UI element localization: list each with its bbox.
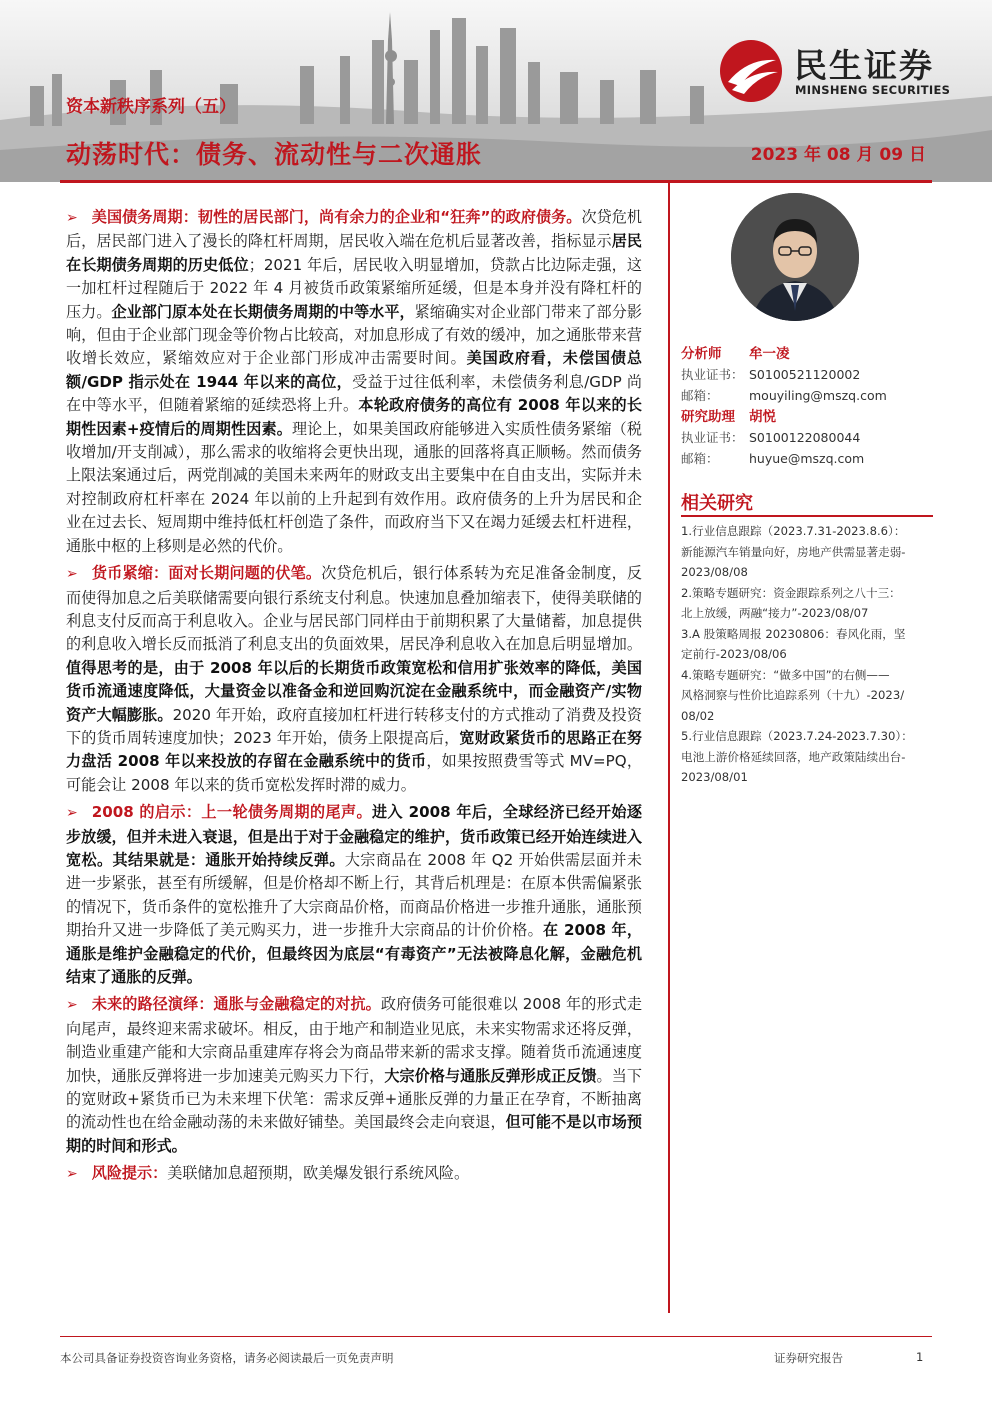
body-text: 2020 年开始，政府直接加杠杆进行转移支付的方式推动了消费及投资下的货币周转速度加快；2023 年开始，债务上限提高后， — [66, 705, 642, 747]
related-research-line[interactable]: 北上放缓，两融“接力”-2023/08/07 — [681, 606, 869, 620]
body-text: 大宗商品在 2008 年 Q2 开始供需层面并未进一步紧张，甚至有所缓解，但是价格却不断上行，其背后机理是：在原本供需偏紧张的情况下，货币条件的宽松推升了大宗商品价格，而商品价格进一步推升通胀，通胀预期抬升又进一步降低了美元购买力，进一步推升大宗商品的计价价格。 — [66, 850, 642, 940]
analyst-role: 研究助理 — [681, 409, 735, 425]
body-text: 理论上，如果美国政府能够进入实质性债务紧缩（税收增加/开支削减），那么需求的收缩将会更快出现，通胀的回落将真正顺畅。然而债务上限法案通过后，两党削减的美国未来两年的财政支出主要集中在自由支出，实际并未对控制政府杠杆率在 2024 年以前的上升起到有效作用。政府债务的上升为居民和企业在过去长、短周期中维持低杠杆创造了条件，而政府当下又在竭力延缓去杠杆进程，通胀中枢的上移则是必然的代价。 — [66, 419, 642, 555]
report-summary — [66, 206, 642, 1191]
summary-paragraph — [66, 993, 642, 1158]
emphasis-text: 企业部门原本处在长期债务周期的中等水平， — [111, 302, 415, 321]
summary-paragraph — [66, 206, 642, 558]
related-research-list — [681, 521, 933, 788]
section-heading: 风险提示： — [91, 1164, 168, 1183]
analyst-info — [681, 343, 933, 469]
related-research-line[interactable]: 定前行-2023/08/06 — [681, 647, 787, 661]
body-text: 。当下的宽财政+紧货币已为未来埋下伏笔：需求反弹+通胀反弹的力量正在孕育，不断抽离的流动性也在给金融动荡的未来做好铺垫。美国最终会走向衰退， — [66, 1066, 642, 1132]
body-text: 美联储加息超预期，欧美爆发银行系统风险。 — [167, 1164, 470, 1183]
emphasis-text: 但可能不是以市场预期的时间和形式。 — [66, 1113, 642, 1155]
summary-paragraph — [66, 1162, 642, 1186]
emphasis-text: 本轮政府债务的高位有 2008 年以来的长期性因素+疫情后的周期性因素。 — [66, 396, 642, 438]
minsheng-logo-mark-icon — [718, 38, 784, 104]
cert-number: S0100122080044 — [749, 430, 861, 445]
section-heading: 未来的路径演绎：通胀与金融稳定的对抗。 — [91, 995, 381, 1014]
related-research-title: 相关研究 — [681, 493, 753, 514]
body-text: ；2021 年后，居民收入明显增加，贷款占比边际走强，这一加杠杆过程随后于 2022 年 4 月被货币政策紧缩所延缓，但是本身并没有降杠杆的压力。 — [66, 255, 642, 321]
related-research-rule — [681, 515, 933, 517]
cert-number: S0100521120002 — [749, 367, 861, 382]
footer-report-type: 证券研究报告 — [774, 1351, 843, 1365]
related-research-line[interactable]: 风格洞察与性价比追踪系列（十九）-2023/ — [681, 688, 905, 702]
bullet-arrow-icon: ➢ — [66, 997, 78, 1014]
bullet-arrow-icon: ➢ — [66, 805, 78, 822]
related-research-line[interactable]: 08/02 — [681, 708, 715, 723]
related-research-line[interactable]: 5.行业信息跟踪（2023.7.24-2023.7.30）： — [681, 729, 913, 743]
body-text: 次贷危机后，银行体系转为充足准备金制度，反而使得加息之后美联储需要向银行系统支付利息。快速加息叠加缩表下，使得美联储的利息支付反而高于利息收入。企业与居民部门同样由于前期积累了大量储蓄，加息提供的利息收入增长反而抵消了利息支出的负面效果，居民净利息收入在加息后明显增加。 — [66, 564, 642, 654]
related-research-line[interactable]: 3.A 股策略周报 20230806：春风化雨，坚 — [681, 626, 906, 641]
bullet-arrow-icon: ➢ — [66, 566, 78, 583]
related-research-line[interactable]: 1.行业信息跟踪（2023.7.31-2023.8.6）： — [681, 524, 906, 538]
column-divider — [668, 183, 670, 1313]
bullet-arrow-icon: ➢ — [66, 210, 78, 226]
footer-rule — [60, 1336, 932, 1337]
cert-label: 执业证书： — [681, 367, 744, 382]
analyst-name: 胡悦 — [749, 409, 776, 425]
section-heading: 货币紧缩：面对长期问题的伏笔。 — [91, 564, 322, 583]
body-text: 次贷危机后，居民部门进入了漫长的降杠杆周期，居民收入端在危机后显著改善，指标显示 — [66, 208, 642, 251]
section-heading: 美国债务周期：韧性的居民部门，尚有余力的企业和“狂奔”的政府债务。 — [91, 208, 582, 226]
emphasis-text: 在 2008 年，通胀是维护金融稳定的代价，但最终因为底层“有毒资产”无法被降息化解，金融危机结束了通胀的反弹。 — [66, 921, 642, 986]
related-research-line[interactable]: 电池上游价格延续回落，地产政策陆续出台- — [681, 749, 906, 764]
body-text: ，如果按照费雪等式 MV=PQ，可能会让 2008 年以来的货币宽松发挥时滞的威力。 — [66, 752, 642, 794]
body-text: 受益于过往低利率，未偿债务利息/GDP 尚在中等水平，但随着紧缩的延续恐将上升。 — [66, 372, 642, 415]
related-research-line[interactable]: 新能源汽车销量向好，房地产供需显著走弱- — [681, 544, 906, 559]
footer-disclaimer: 本公司具备证券投资咨询业务资格，请务必阅读最后一页免责声明 — [60, 1351, 394, 1365]
emphasis-text: 进入 2008 年后，全球经济已经开始逐步放缓，但并未进入衰退，但是出于对于金融稳定的维护，货币政策已经开始连续进入宽松。其结果就是：通胀开始持续反弹。 — [66, 803, 643, 869]
section-heading: 2008 的启示：上一轮债务周期的尾声。 — [91, 803, 372, 822]
body-text: 政府债务可能很难以 2008 年的形式走向尾声，最终迎来需求破坏。相反，由于地产和制造业见底，未来实物需求还将反弹，制造业重建产能和大宗商品重建库存将会为商品带来新的需求支撑。随着货币流通速度加快，通胀反弹将进一步加速美元购买力下行， — [66, 995, 642, 1085]
logo-chinese-name: 民生证券 — [794, 46, 934, 85]
cert-label: 执业证书： — [681, 430, 744, 445]
analyst-photo — [731, 193, 859, 321]
report-title: 动荡时代：债务、流动性与二次通胀 — [66, 140, 483, 169]
series-title: 资本新秩序系列（五） — [66, 97, 236, 117]
page-number: 1 — [916, 1350, 924, 1364]
analyst-name: 牟一凌 — [749, 346, 790, 362]
summary-paragraph — [66, 801, 642, 989]
logo-english-name: MINSHENG SECURITIES — [795, 83, 951, 97]
analyst-role: 分析师 — [681, 346, 722, 362]
report-date: 2023 年 08 月 09 日 — [750, 145, 926, 165]
related-research-line[interactable]: 2.策略专题研究：资金跟踪系列之八十三： — [681, 585, 901, 600]
bullet-arrow-icon: ➢ — [66, 1166, 78, 1183]
body-text: 紧缩确实对企业部门带来了部分影响，但由于企业部门现金等价物占比较高，对加息形成了有效的缓冲，加之通胀带来营收增长效应，紧缩效应对于企业部门形成冲击需要时间。 — [66, 302, 642, 368]
summary-paragraph — [66, 562, 642, 797]
emphasis-text: 居民在长期债务周期的历史低位 — [66, 232, 642, 274]
related-research-line[interactable]: 2023/08/01 — [681, 770, 748, 784]
email-label: 邮箱： — [681, 388, 719, 403]
related-research-line[interactable]: 4.策略专题研究：“做多中国”的右侧—— — [681, 667, 890, 682]
emphasis-text: 美国政府看，未偿国债总额/GDP 指示处在 1944 年以来的高位， — [66, 349, 642, 391]
related-research-line[interactable]: 2023/08/08 — [681, 565, 748, 579]
emphasis-text: 宽财政紧货币的思路正在努力盘活 2008 年以来投放的存留在金融系统中的货币 — [66, 728, 642, 771]
emphasis-text: 值得思考的是，由于 2008 年以后的长期货币政策宽松和信用扩张效率的降低，美国货币流通速度降低，大量资金以准备金和逆回购沉淀在金融系统中，而金融资产/实物资产大幅膨胀。 — [66, 658, 642, 724]
header-rule — [60, 180, 932, 183]
email-label: 邮箱： — [681, 451, 719, 466]
analyst-email[interactable]: huyue@mszq.com — [749, 451, 865, 466]
minsheng-logo — [718, 38, 968, 108]
emphasis-text: 大宗价格与通胀反弹形成正反馈 — [384, 1066, 597, 1085]
analyst-email[interactable]: mouyiling@mszq.com — [749, 388, 887, 403]
